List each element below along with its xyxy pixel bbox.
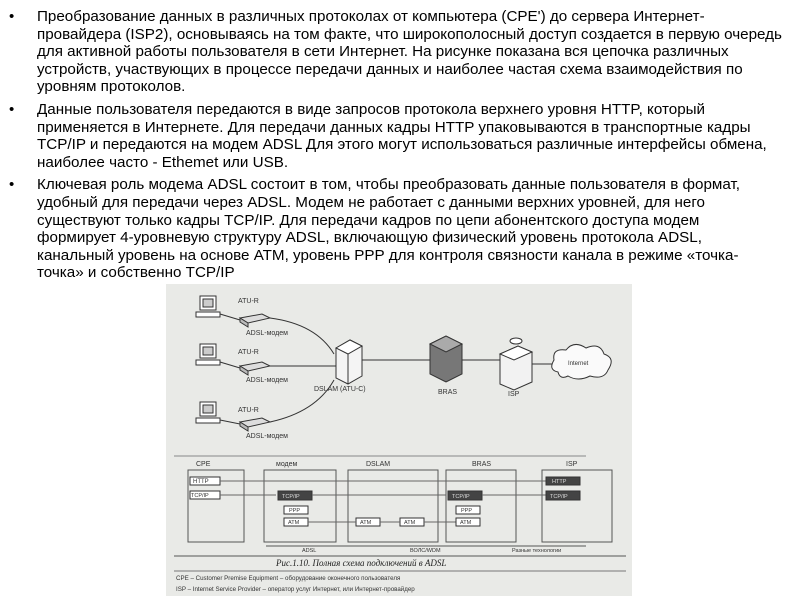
adsl-modem-label: ADSL-модем bbox=[246, 377, 288, 384]
bullet-item bbox=[0, 101, 800, 171]
layer-label-various: Разные технологии bbox=[512, 548, 562, 554]
layer-label-adsl: ADSL bbox=[302, 548, 317, 554]
modem-icon bbox=[240, 418, 270, 431]
adsl-modem-label: ADSL-модем bbox=[246, 433, 288, 440]
bullet-marker: • bbox=[9, 176, 15, 194]
pc-icon bbox=[196, 344, 220, 365]
atu-r-label: ATU-R bbox=[238, 298, 259, 305]
protocol-label-atm: ATM bbox=[460, 520, 472, 526]
column-header-bras: BRAS bbox=[472, 461, 492, 468]
bullet-item bbox=[0, 176, 800, 282]
protocol-label-ppp: PPP bbox=[461, 508, 473, 514]
column-header-modem: модем bbox=[276, 461, 298, 468]
protocol-label-tcp-ip: TCP/IP bbox=[550, 494, 568, 500]
bullet-marker: • bbox=[9, 100, 15, 118]
adsl-modem-label: ADSL-модем bbox=[246, 330, 288, 337]
bullet-marker: • bbox=[9, 8, 15, 25]
modem-icon bbox=[240, 314, 270, 327]
column-header-cpe: CPE bbox=[196, 461, 211, 468]
protocol-label-tcp-ip: TCP/IP bbox=[282, 494, 300, 500]
bullet-text: Преобразование данных в различных протоколах от компьютера (CPE') до сервера Интернет-провайдера (ISP2), основываясь на том факте, что широкополосный доступ создается в первую очередь для активной работы пользователя в сети Интернет. На рисунке показана вся цепочка различных устройств, участвующих в процессе передачи данных и наиболее частая схема взаимодействия по уровням протоколов. bbox=[37, 8, 782, 96]
protocol-label-http: HTTP bbox=[193, 479, 209, 485]
isp-label: ISP bbox=[508, 391, 520, 398]
atu-r-label: ATU-R bbox=[238, 349, 259, 356]
protocol-label-tcp-ip: TCP/IP bbox=[452, 494, 470, 500]
bullet-item bbox=[0, 8, 800, 96]
protocol-label-tcp-ip: TCP/IP bbox=[191, 493, 209, 499]
bullet-text: Ключевая роль модема ADSL состоит в том, чтобы преобразовать данные пользователя в формат, удобный для передачи через ADSL. Модем не работает с данными верхних уровней, для него существуют только кадры TCP/IP. Для передачи кадров по цепи абонентского доступа модем формирует 4-уровневую структуру ADSL, включающую физический уровень протокола ADSL, канальный уровень на основе АТМ, уровень РРР для контроля связности канала в режиме «точка-точка» и собственно TCP/IP bbox=[37, 176, 740, 282]
column-header-dslam: DSLAM bbox=[366, 461, 391, 468]
protocol-label-ppp: PPP bbox=[289, 508, 301, 514]
column-header-isp: ISP bbox=[566, 461, 578, 468]
legend-cpe: CPE – Customer Premise Equipment – оборудование оконечного пользователя bbox=[176, 575, 401, 582]
bras-icon bbox=[430, 336, 462, 382]
pc-icon bbox=[196, 296, 220, 317]
dslam-icon bbox=[336, 340, 362, 384]
protocol-label-atm: ATM bbox=[404, 520, 416, 526]
protocol-label-http: HTTP bbox=[552, 479, 567, 485]
bullet-list bbox=[0, 8, 800, 287]
protocol-label-atm: ATM bbox=[360, 520, 372, 526]
dslam-label: DSLAM (ATU-C) bbox=[314, 386, 366, 393]
pc-icon bbox=[196, 402, 220, 423]
bras-label: BRAS bbox=[438, 389, 458, 396]
modem-icon bbox=[240, 362, 270, 375]
isp-server-icon bbox=[500, 338, 532, 390]
atu-r-label: ATU-R bbox=[238, 407, 259, 414]
layer-label-vols: ВОЛС/WDM bbox=[410, 548, 441, 554]
bullet-text: Данные пользователя передаются в виде запросов протокола верхнего уровня HTTP, который применяется в Интернете. Для передачи данных кадры HTTP упаковываются в транспортные кадры TCP/IP и передаются на модем ADSL Для этого могут использоваться различные интерфейсы обмена, наиболее часто - Ethemet или USB. bbox=[37, 100, 767, 171]
network-diagram bbox=[166, 284, 632, 596]
figure-caption: Рис.1.10. Полная схема подключений в ADSL bbox=[276, 558, 447, 568]
internet-label: Internet bbox=[568, 361, 589, 367]
legend-isp: ISP – Internet Service Provider – оператор услуг Интернет, или Интернет-провайдер bbox=[176, 586, 415, 593]
protocol-label-atm: ATM bbox=[288, 520, 300, 526]
network-diagram-figure bbox=[166, 284, 632, 596]
